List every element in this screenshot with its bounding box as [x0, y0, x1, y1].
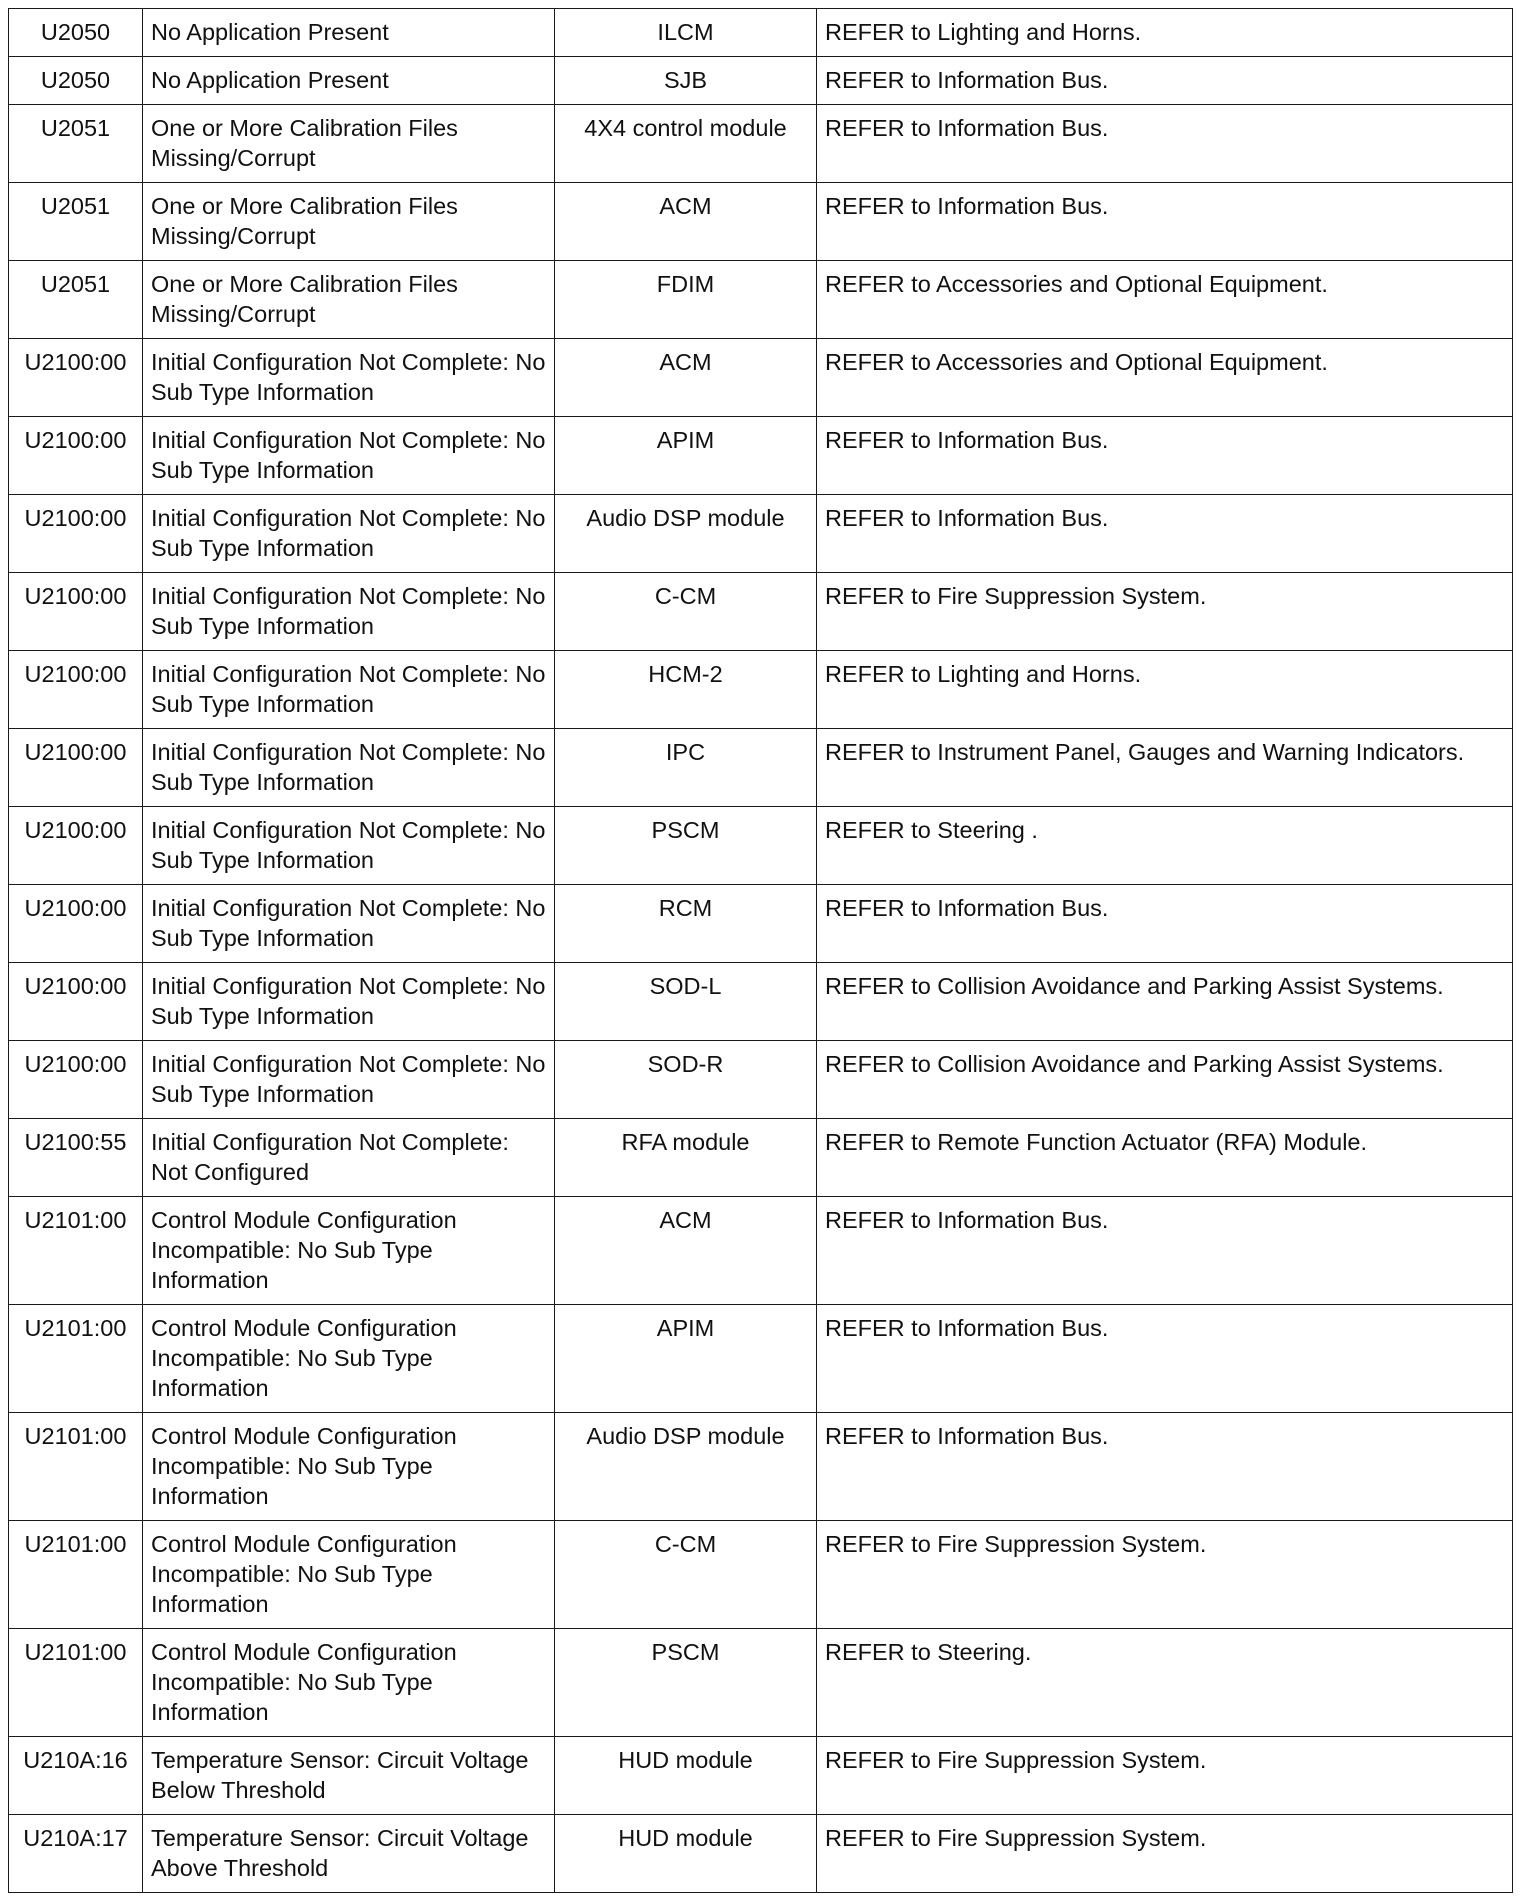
dtc-code: U2101:00	[9, 1629, 143, 1737]
dtc-module: HUD module	[555, 1815, 817, 1893]
dtc-code: U210A:16	[9, 1737, 143, 1815]
table-row	[9, 963, 1513, 1041]
dtc-action: REFER to Accessories and Optional Equipment.	[817, 339, 1513, 417]
dtc-code: U2100:00	[9, 573, 143, 651]
dtc-module: ACM	[555, 339, 817, 417]
dtc-code: U2100:00	[9, 729, 143, 807]
table-row	[9, 417, 1513, 495]
dtc-module: ACM	[555, 183, 817, 261]
dtc-action: REFER to Information Bus.	[817, 1413, 1513, 1521]
dtc-action: REFER to Lighting and Horns.	[817, 9, 1513, 57]
table-row	[9, 885, 1513, 963]
dtc-code: U2051	[9, 261, 143, 339]
dtc-action: REFER to Instrument Panel, Gauges and Warning Indicators.	[817, 729, 1513, 807]
dtc-action: REFER to Accessories and Optional Equipment.	[817, 261, 1513, 339]
dtc-module: RFA module	[555, 1119, 817, 1197]
dtc-module: Audio DSP module	[555, 495, 817, 573]
dtc-action: REFER to Information Bus.	[817, 57, 1513, 105]
dtc-action: REFER to Information Bus.	[817, 885, 1513, 963]
dtc-code: U2100:00	[9, 963, 143, 1041]
dtc-code: U2100:00	[9, 651, 143, 729]
dtc-code: U2101:00	[9, 1413, 143, 1521]
table-row	[9, 339, 1513, 417]
dtc-description: Control Module Configuration Incompatible: No Sub Type Information	[143, 1629, 555, 1737]
table-row	[9, 495, 1513, 573]
dtc-description: Temperature Sensor: Circuit Voltage Above Threshold	[143, 1815, 555, 1893]
dtc-description: Initial Configuration Not Complete: No Sub Type Information	[143, 885, 555, 963]
dtc-description: No Application Present	[143, 9, 555, 57]
dtc-module: 4X4 control module	[555, 105, 817, 183]
dtc-code: U2100:00	[9, 807, 143, 885]
dtc-code: U2100:00	[9, 339, 143, 417]
dtc-action: REFER to Information Bus.	[817, 417, 1513, 495]
dtc-code: U2101:00	[9, 1197, 143, 1305]
dtc-module: HCM-2	[555, 651, 817, 729]
table-row	[9, 807, 1513, 885]
dtc-description: Initial Configuration Not Complete: No Sub Type Information	[143, 651, 555, 729]
table-row	[9, 1737, 1513, 1815]
dtc-module: PSCM	[555, 807, 817, 885]
dtc-action: REFER to Information Bus.	[817, 495, 1513, 573]
dtc-code: U210A:17	[9, 1815, 143, 1893]
dtc-table-body	[9, 9, 1513, 1893]
dtc-table	[8, 8, 1513, 1893]
table-row	[9, 105, 1513, 183]
dtc-module: APIM	[555, 417, 817, 495]
table-row	[9, 1629, 1513, 1737]
dtc-action: REFER to Collision Avoidance and Parking Assist Systems.	[817, 963, 1513, 1041]
dtc-module: IPC	[555, 729, 817, 807]
dtc-description: Initial Configuration Not Complete: No Sub Type Information	[143, 417, 555, 495]
dtc-module: SOD-R	[555, 1041, 817, 1119]
dtc-action: REFER to Fire Suppression System.	[817, 573, 1513, 651]
dtc-code: U2100:00	[9, 417, 143, 495]
table-row	[9, 183, 1513, 261]
dtc-action: REFER to Fire Suppression System.	[817, 1737, 1513, 1815]
dtc-description: Initial Configuration Not Complete: No Sub Type Information	[143, 729, 555, 807]
dtc-module: PSCM	[555, 1629, 817, 1737]
table-row	[9, 9, 1513, 57]
dtc-code: U2101:00	[9, 1305, 143, 1413]
dtc-module: APIM	[555, 1305, 817, 1413]
dtc-code: U2100:00	[9, 885, 143, 963]
dtc-description: Initial Configuration Not Complete: No Sub Type Information	[143, 339, 555, 417]
dtc-description: One or More Calibration Files Missing/Corrupt	[143, 105, 555, 183]
dtc-description: No Application Present	[143, 57, 555, 105]
dtc-module: ILCM	[555, 9, 817, 57]
dtc-action: REFER to Information Bus.	[817, 105, 1513, 183]
dtc-description: Temperature Sensor: Circuit Voltage Below Threshold	[143, 1737, 555, 1815]
table-row	[9, 1413, 1513, 1521]
dtc-description: Initial Configuration Not Complete: No Sub Type Information	[143, 963, 555, 1041]
dtc-code: U2100:00	[9, 1041, 143, 1119]
dtc-action: REFER to Information Bus.	[817, 1197, 1513, 1305]
dtc-module: Audio DSP module	[555, 1413, 817, 1521]
dtc-description: Control Module Configuration Incompatible: No Sub Type Information	[143, 1521, 555, 1629]
dtc-code: U2101:00	[9, 1521, 143, 1629]
dtc-action: REFER to Steering .	[817, 807, 1513, 885]
dtc-action: REFER to Fire Suppression System.	[817, 1815, 1513, 1893]
table-row	[9, 1119, 1513, 1197]
dtc-description: Control Module Configuration Incompatible: No Sub Type Information	[143, 1197, 555, 1305]
dtc-description: One or More Calibration Files Missing/Corrupt	[143, 183, 555, 261]
dtc-action: REFER to Collision Avoidance and Parking Assist Systems.	[817, 1041, 1513, 1119]
dtc-code: U2050	[9, 57, 143, 105]
dtc-description: Initial Configuration Not Complete: No Sub Type Information	[143, 495, 555, 573]
table-row	[9, 1305, 1513, 1413]
dtc-code: U2100:00	[9, 495, 143, 573]
dtc-module: FDIM	[555, 261, 817, 339]
dtc-description: Control Module Configuration Incompatible: No Sub Type Information	[143, 1413, 555, 1521]
table-row	[9, 57, 1513, 105]
dtc-action: REFER to Steering.	[817, 1629, 1513, 1737]
dtc-description: Initial Configuration Not Complete: No Sub Type Information	[143, 807, 555, 885]
dtc-action: REFER to Information Bus.	[817, 1305, 1513, 1413]
dtc-module: RCM	[555, 885, 817, 963]
dtc-code: U2051	[9, 105, 143, 183]
table-row	[9, 573, 1513, 651]
table-row	[9, 651, 1513, 729]
dtc-module: HUD module	[555, 1737, 817, 1815]
dtc-module: C-CM	[555, 573, 817, 651]
table-row	[9, 1815, 1513, 1893]
dtc-action: REFER to Remote Function Actuator (RFA) Module.	[817, 1119, 1513, 1197]
dtc-description: Initial Configuration Not Complete: No Sub Type Information	[143, 573, 555, 651]
table-row	[9, 1197, 1513, 1305]
dtc-description: One or More Calibration Files Missing/Corrupt	[143, 261, 555, 339]
dtc-code: U2100:55	[9, 1119, 143, 1197]
dtc-code: U2050	[9, 9, 143, 57]
dtc-description: Initial Configuration Not Complete: No Sub Type Information	[143, 1041, 555, 1119]
dtc-description: Control Module Configuration Incompatible: No Sub Type Information	[143, 1305, 555, 1413]
table-row	[9, 729, 1513, 807]
dtc-module: SOD-L	[555, 963, 817, 1041]
table-row	[9, 1041, 1513, 1119]
dtc-module: C-CM	[555, 1521, 817, 1629]
dtc-module: SJB	[555, 57, 817, 105]
dtc-action: REFER to Information Bus.	[817, 183, 1513, 261]
dtc-module: ACM	[555, 1197, 817, 1305]
dtc-action: REFER to Fire Suppression System.	[817, 1521, 1513, 1629]
dtc-code: U2051	[9, 183, 143, 261]
dtc-description: Initial Configuration Not Complete: Not Configured	[143, 1119, 555, 1197]
dtc-action: REFER to Lighting and Horns.	[817, 651, 1513, 729]
table-row	[9, 261, 1513, 339]
table-row	[9, 1521, 1513, 1629]
